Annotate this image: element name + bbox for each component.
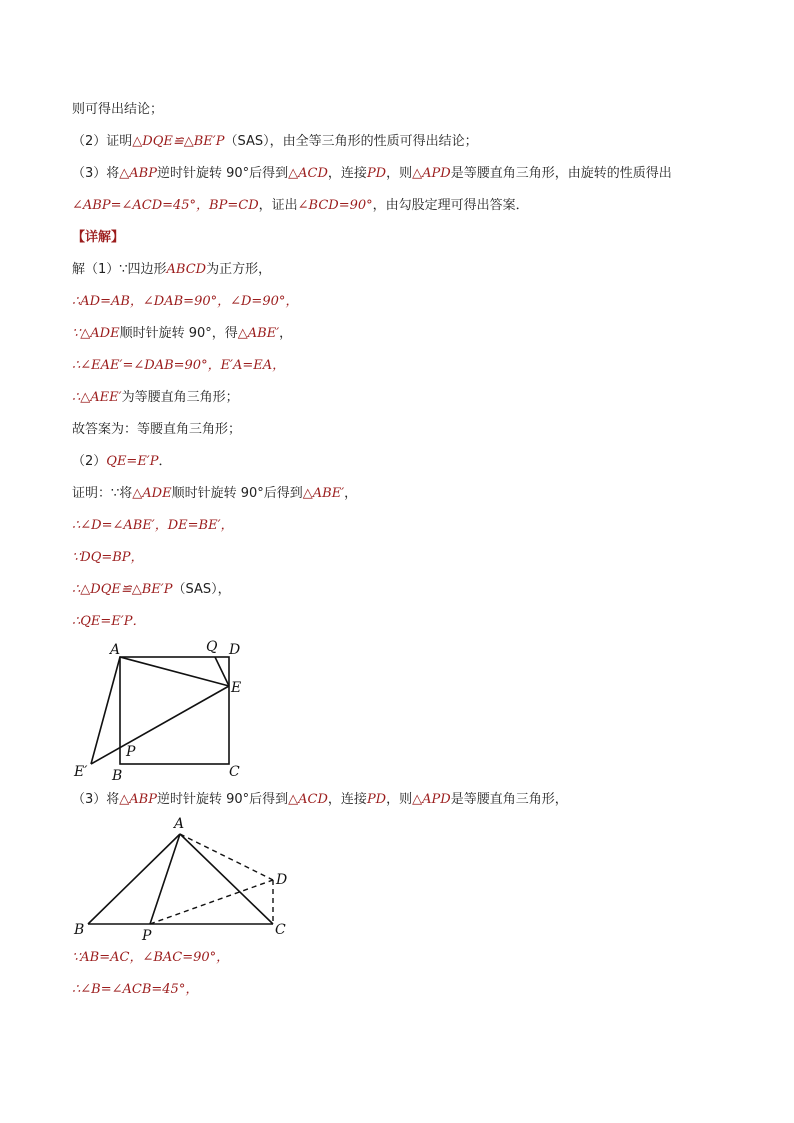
label-E-prime: E′	[74, 764, 88, 780]
line-proof-2-hint: （2）证明△DQE≌△BE′P（SAS），由全等三角形的性质可得出结论；	[72, 134, 478, 149]
label-D: D	[276, 872, 288, 888]
label-C: C	[275, 922, 286, 938]
line-proof-3: ∵DQ=BP，	[72, 550, 144, 565]
label-A: A	[174, 816, 185, 832]
triangle-figure	[68, 812, 300, 944]
line-part-2: （2）QE=E′P．	[72, 454, 172, 469]
label-P: P	[126, 744, 136, 760]
line-final-2: ∴∠B=∠ACB=45°，	[72, 982, 199, 997]
label-C: C	[229, 764, 240, 780]
line-proof-1: 证明：∵将△ADE顺时针旋转 90°后得到△ABE′，	[72, 486, 358, 501]
line-proof-5: ∴QE=E′P．	[72, 614, 146, 629]
line-proof-2: ∴∠D=∠ABE′，DE=BE′，	[72, 518, 234, 533]
line-final-1: ∵AB=AC，∠BAC=90°，	[72, 950, 230, 965]
line-part-3: （3）将△ABP逆时针旋转 90°后得到△ACD，连接PD，则△APD是等腰直角三角形，	[72, 792, 568, 807]
line-sol-2: ∴AD=AB，∠DAB=90°，∠D=90°，	[72, 294, 299, 309]
label-B: B	[74, 922, 85, 938]
label-B: B	[112, 768, 123, 784]
label-E: E	[231, 680, 242, 696]
square-figure	[68, 636, 258, 784]
line-answer-1: 故答案为：等腰直角三角形；	[72, 422, 242, 437]
line-sol-3: ∵△ADE顺时针旋转 90°，得△ABE′，	[72, 326, 293, 341]
line-sol-4: ∴∠EAE′=∠DAB=90°，E′A=EA，	[72, 358, 286, 373]
label-A: A	[110, 642, 121, 658]
label-P: P	[142, 928, 152, 944]
label-Q: Q	[206, 639, 218, 655]
line-proof-4: ∴△DQE≌△BE′P（SAS），	[72, 582, 231, 597]
line-hint-3-cont: ∠ABP=∠ACD=45°，BP=CD，证出∠BCD=90°，由勾股定理可得出答案．	[72, 198, 529, 213]
line-conclusion: 则可得出结论；	[72, 102, 164, 117]
label-D: D	[229, 642, 241, 658]
line-sol-1: 解（1）∵四边形ABCD为正方形，	[72, 262, 272, 277]
line-hint-3: （3）将△ABP逆时针旋转 90°后得到△ACD，连接PD，则△APD是等腰直角三角形，由旋转的性质得出	[72, 166, 672, 181]
detail-heading: 【详解】	[72, 230, 125, 245]
line-sol-5: ∴△AEE′为等腰直角三角形；	[72, 390, 239, 405]
